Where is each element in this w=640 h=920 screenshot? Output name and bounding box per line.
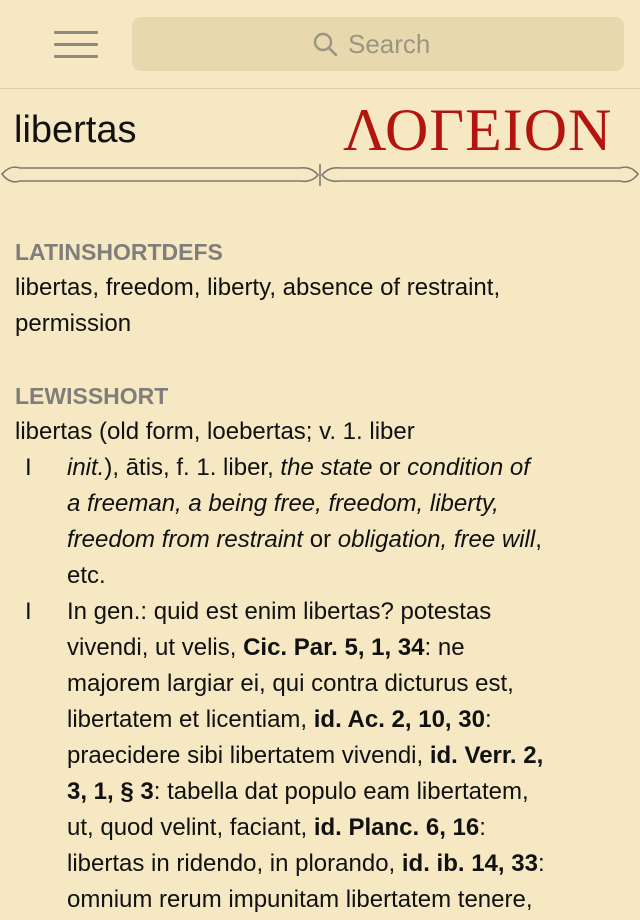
section-title-lewisshort: LEWISSHORT [15,383,169,409]
menu-icon[interactable] [54,31,98,59]
sense-citations: In gen.: quid est enim libertas? potestas vivendi, ut velis, Cic. Par. 5, 1, 34: ne majorem largiar ei, qui contra dicturus est, libertatem et licentiam, id. Ac. 2, 10, 30: praecidere sibi libertatem vivendi, id. Verr. 2, 3, 1, § 3: tabella dat populo eam libertatem, ut, quod velint, faciant, id. Planc. 6, 16: libertas in ridendo, in plorando, id. ib. 14, 33: omnium rerum impunitam libertatem tenere, [67,598,545,913]
sense-marker: I [25,598,32,625]
sense-definition: init.), ātis, f. 1. liber, the state or condition of a freeman, a being free, freedom, liberty, freedom from restraint or obligation, free will, etc. [67,454,542,589]
citation-link[interactable]: id. ib. 14, 33 [401,850,538,877]
citation-link[interactable]: Cic. Par. 5, 1, 34 [243,634,425,661]
top-bar [0,0,640,89]
ornamental-divider [0,162,640,188]
citation-link[interactable]: id. Verr. 2, [429,742,544,769]
citation-link[interactable]: id. Planc. 6, 16 [313,814,480,841]
search-input[interactable] [348,29,528,60]
citation-link[interactable]: id. Ac. 2, 10, 30 [313,706,485,733]
entry-headword: libertas [14,109,137,151]
logeion-logo: ΛΟΓΕΙΟΝ [343,97,613,163]
section-title-latinshortdefs: LATINSHORTDEFS [15,239,223,265]
sense-marker: I [25,454,32,481]
definition-text: libertas, freedom, liberty, absence of restraint, permission [15,274,501,337]
entry-intro: libertas (old form, loebertas; v. 1. liber [15,418,415,445]
search-icon [312,31,338,57]
search-bar[interactable] [132,17,624,71]
citation-link[interactable]: 3, 1, § 3 [67,778,154,805]
